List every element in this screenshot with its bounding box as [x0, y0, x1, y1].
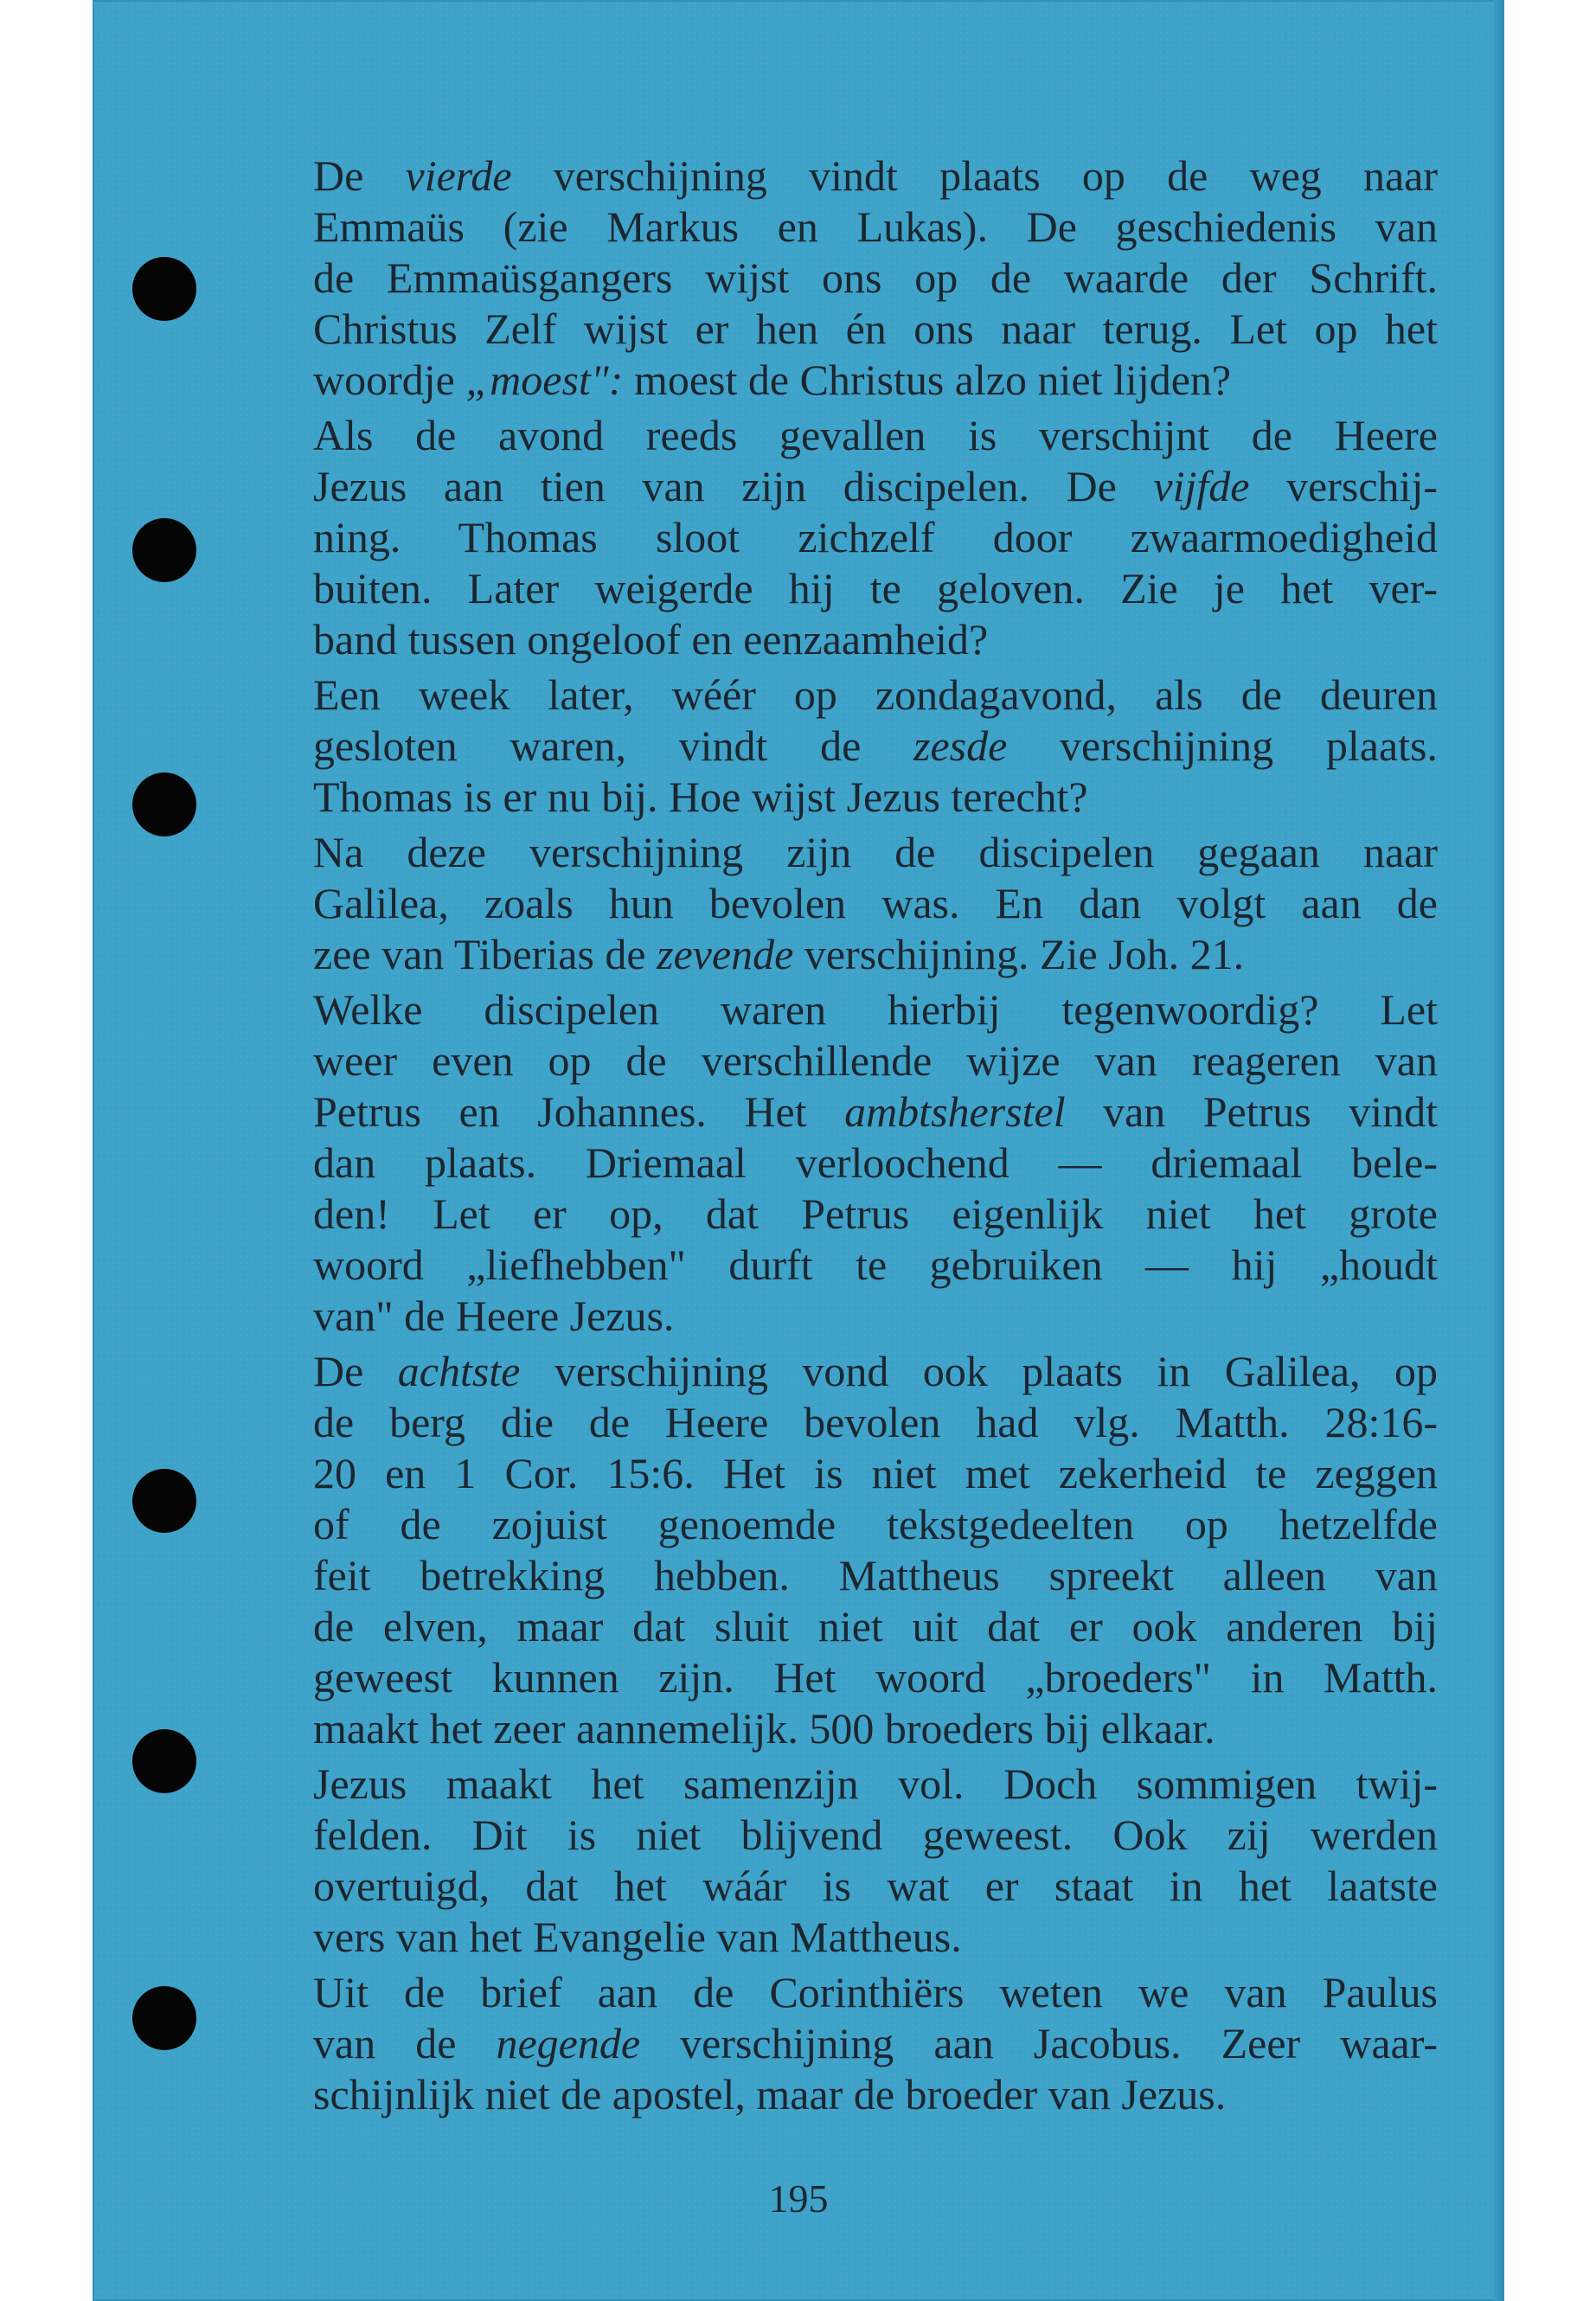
- text-line: [313, 1397, 1438, 1448]
- text-segment: verschijning vond ook plaats in Galilea, op: [520, 1347, 1438, 1395]
- text-line: [313, 772, 1438, 823]
- text-line: [313, 202, 1438, 253]
- text-segment: schijnlijk niet de apostel, maar de broeder van Jezus.: [313, 2070, 1227, 2118]
- text-segment: Welke discipelen waren hierbij tegenwoordig? Let: [313, 985, 1438, 1034]
- paragraph: [313, 1967, 1438, 2120]
- text-segment: verschij-: [1249, 462, 1438, 510]
- text-segment: woordje: [313, 356, 466, 404]
- text-segment: van Petrus vindt: [1065, 1087, 1438, 1136]
- text-segment: verschijning vindt plaats op de weg naar: [511, 151, 1438, 200]
- text-segment: vers van het Evangelie van Mattheus.: [313, 1913, 962, 1961]
- text-segment: Na deze verschijning zijn de discipelen gegaan naar: [313, 828, 1438, 876]
- text-segment: of de zojuist genoemde tekstgedeelten op hetzelfde: [313, 1500, 1438, 1548]
- text-segment: maakt het zeer aannemelijk. 500 broeders bij elkaar.: [313, 1704, 1215, 1753]
- text-line: [313, 721, 1438, 772]
- text-segment: weer even op de verschillende wijze van reageren van: [313, 1036, 1438, 1085]
- text-segment: zee van Tiberias de: [313, 930, 657, 978]
- text-segment: Emmaüs (zie Markus en Lukas). De geschiedenis van: [313, 202, 1438, 251]
- paragraph: [313, 1759, 1438, 1963]
- text-segment: Uit de brief aan de Corinthiërs weten we van Paulus: [313, 1968, 1438, 2016]
- page-edge: [1494, 0, 1504, 2301]
- text-segment: Galilea, zoals hun bevolen was. En dan volgt aan de: [313, 879, 1438, 927]
- paragraph: [313, 670, 1438, 823]
- page-number: 195: [768, 2176, 829, 2221]
- text-line: [313, 1291, 1438, 1342]
- emphasis-text: achtste: [397, 1347, 521, 1395]
- text-line: [313, 1448, 1438, 1499]
- binder-hole: [132, 1469, 196, 1533]
- binder-hole: [132, 1986, 196, 2050]
- text-line: [313, 151, 1438, 202]
- text-segment: gesloten waren, vindt de: [313, 721, 914, 770]
- text-line: [313, 670, 1438, 721]
- text-segment: woord „liefhebben" durft te gebruiken — hij „houdt: [313, 1240, 1438, 1289]
- text-segment: De: [313, 151, 406, 200]
- binder-hole: [132, 257, 196, 321]
- text-line: [313, 984, 1438, 1035]
- text-line: [313, 1240, 1438, 1291]
- emphasis-text: ambtsherstel: [844, 1087, 1066, 1136]
- text-segment: De: [313, 1347, 398, 1395]
- text-segment: feit betrekking hebben. Mattheus spreekt alleen van: [313, 1551, 1438, 1599]
- text-line: [313, 929, 1438, 980]
- text-segment: Jezus maakt het samenzijn vol. Doch sommigen twij-: [313, 1759, 1438, 1808]
- text-segment: Thomas is er nu bij. Hoe wijst Jezus terecht?: [313, 772, 1088, 821]
- binder-hole: [132, 1729, 196, 1793]
- text-line: [313, 253, 1438, 304]
- paragraph: [313, 827, 1438, 980]
- binder-hole: [132, 772, 196, 836]
- text-line: [313, 1550, 1438, 1601]
- text-segment: felden. Dit is niet blijvend geweest. Ook zij werden: [313, 1811, 1438, 1859]
- text-line: [313, 512, 1438, 563]
- text-line: [313, 1759, 1438, 1810]
- text-segment: de berg die de Heere bevolen had vlg. Matth. 28:16-: [313, 1398, 1438, 1446]
- text-segment: Als de avond reeds gevallen is verschijnt de Heere: [313, 411, 1438, 459]
- emphasis-text: negende: [496, 2019, 641, 2067]
- page: [93, 0, 1504, 2301]
- text-segment: den! Let er op, dat Petrus eigenlijk niet het grote: [313, 1189, 1438, 1238]
- text-line: [313, 355, 1438, 406]
- text-line: [313, 1499, 1438, 1550]
- text-line: [313, 1652, 1438, 1703]
- text-line: [313, 2069, 1438, 2120]
- text-line: [313, 827, 1438, 878]
- paragraph: [313, 151, 1438, 406]
- text-line: [313, 614, 1438, 665]
- text-segment: overtuigd, dat het wáár is wat er staat in het laatste: [313, 1862, 1438, 1910]
- text-line: [313, 1086, 1438, 1138]
- paragraph: [313, 410, 1438, 665]
- body-text: [313, 151, 1438, 2125]
- text-line: [313, 1601, 1438, 1652]
- text-segment: dan plaats. Driemaal verloochend — driemaal bele-: [313, 1138, 1438, 1187]
- paragraph: [313, 1346, 1438, 1754]
- emphasis-text: „moest":: [465, 356, 624, 404]
- text-line: [313, 1138, 1438, 1189]
- text-line: [313, 2018, 1438, 2069]
- text-segment: de elven, maar dat sluit niet uit dat er ook anderen bij: [313, 1602, 1438, 1650]
- text-line: [313, 1035, 1438, 1086]
- text-line: [313, 410, 1438, 461]
- text-segment: ning. Thomas sloot zichzelf door zwaarmoedigheid: [313, 513, 1438, 561]
- text-segment: van de: [313, 2019, 497, 2067]
- binder-hole: [132, 518, 196, 582]
- emphasis-text: zesde: [913, 721, 1008, 770]
- text-segment: 20 en 1 Cor. 15:6. Het is niet met zekerheid te zeggen: [313, 1449, 1438, 1497]
- text-line: [313, 563, 1438, 614]
- text-line: [313, 1967, 1438, 2018]
- text-line: [313, 1912, 1438, 1963]
- text-line: [313, 1810, 1438, 1861]
- text-line: [313, 1346, 1438, 1397]
- paragraph: [313, 984, 1438, 1342]
- text-segment: verschijning aan Jacobus. Zeer waar-: [640, 2019, 1438, 2067]
- text-segment: Een week later, wéér op zondagavond, als de deuren: [313, 670, 1438, 719]
- text-segment: moest de Christus alzo niet lijden?: [623, 356, 1232, 404]
- text-segment: band tussen ongeloof en eenzaamheid?: [313, 615, 989, 663]
- emphasis-text: vierde: [405, 151, 512, 200]
- text-segment: verschijning. Zie Joh. 21.: [793, 930, 1245, 978]
- emphasis-text: vijfde: [1153, 462, 1250, 510]
- text-segment: geweest kunnen zijn. Het woord „broeders" in Matth.: [313, 1653, 1438, 1702]
- text-line: [313, 1189, 1438, 1240]
- text-segment: buiten. Later weigerde hij te geloven. Zie je het ver-: [313, 564, 1438, 612]
- text-line: [313, 1703, 1438, 1754]
- text-segment: de Emmaüsgangers wijst ons op de waarde der Schrift.: [313, 253, 1438, 302]
- text-line: [313, 878, 1438, 929]
- text-line: [313, 461, 1438, 512]
- text-segment: Jezus aan tien van zijn discipelen. De: [313, 462, 1154, 510]
- emphasis-text: zevende: [657, 930, 794, 978]
- text-line: [313, 304, 1438, 355]
- text-segment: verschijning plaats.: [1007, 721, 1439, 770]
- text-line: [313, 1861, 1438, 1912]
- text-segment: van" de Heere Jezus.: [313, 1292, 675, 1340]
- text-segment: Petrus en Johannes. Het: [313, 1087, 845, 1136]
- text-segment: Christus Zelf wijst er hen én ons naar terug. Let op het: [313, 304, 1438, 353]
